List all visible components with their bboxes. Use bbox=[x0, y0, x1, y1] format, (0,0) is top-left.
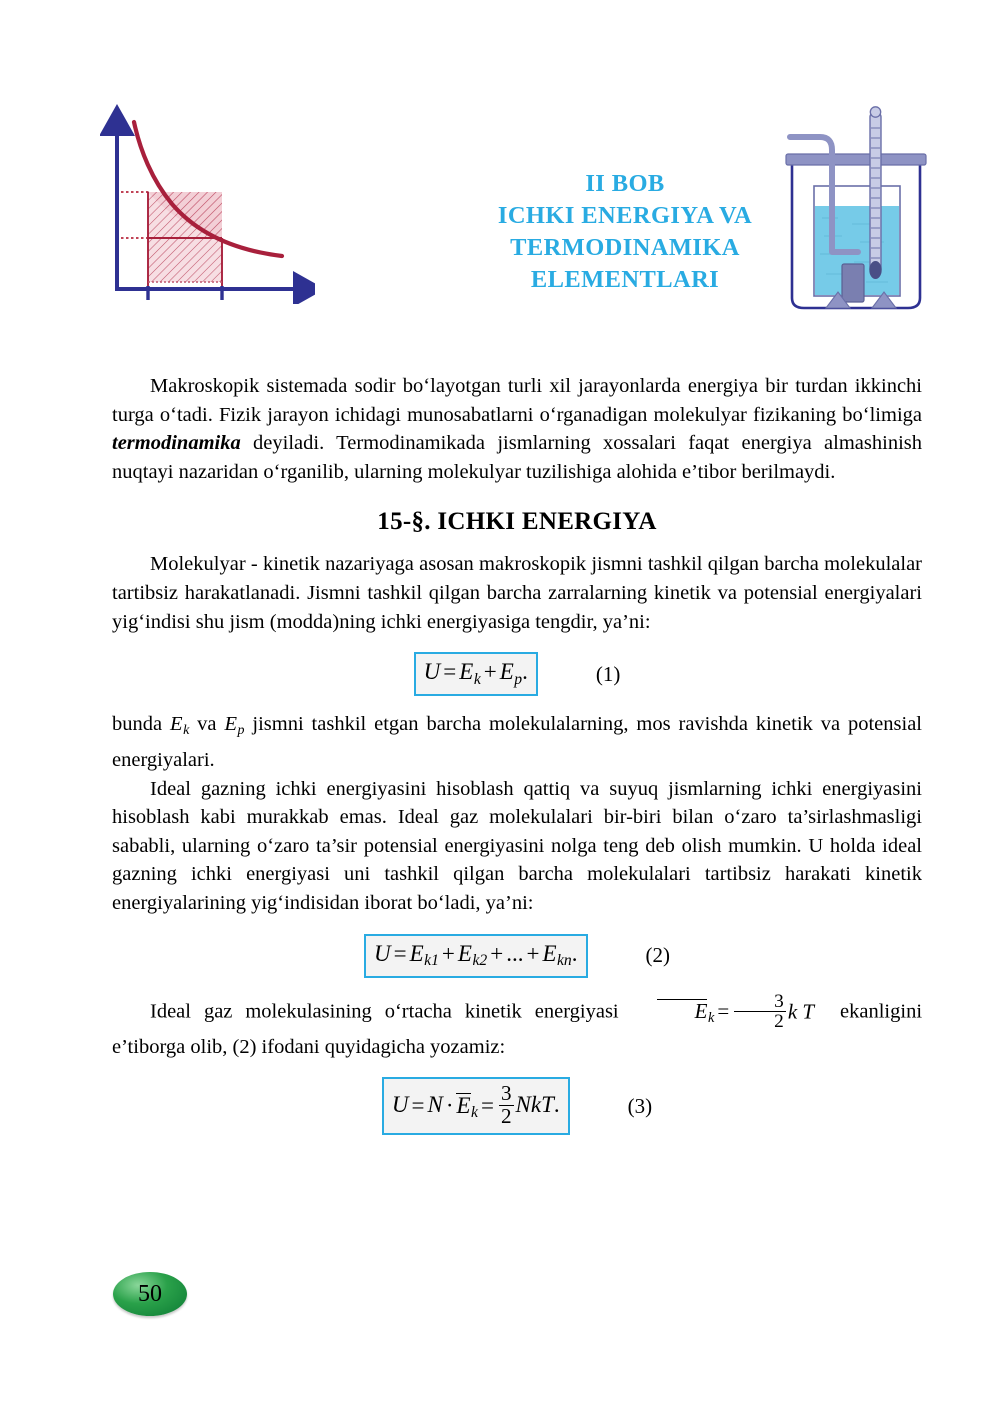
chapter-title-line-2: ICHKI ENERGIYA VA bbox=[497, 202, 753, 229]
eq3-lhs: U bbox=[391, 1092, 409, 1118]
eq2-sub3: kn bbox=[557, 952, 572, 970]
eq2-period: . bbox=[571, 940, 578, 966]
chapter-header bbox=[100, 96, 933, 332]
inline-ebar: E bbox=[657, 999, 708, 1022]
intro-paragraph bbox=[112, 372, 922, 486]
isotherm-graph-svg bbox=[100, 104, 315, 304]
eq2-equals: = bbox=[393, 940, 407, 966]
eq3-n: N bbox=[427, 1092, 443, 1118]
eq2-plus3: + bbox=[526, 940, 540, 966]
eq3-period: . bbox=[553, 1092, 560, 1118]
thermometer-top bbox=[870, 107, 880, 117]
eq2-plus1: + bbox=[441, 940, 455, 966]
p2-part-1: bunda bbox=[112, 713, 171, 736]
eq1-ek-base: E bbox=[459, 659, 474, 685]
symbol-ep-inline bbox=[224, 713, 245, 739]
eq3-equals-2: = bbox=[480, 1092, 494, 1118]
inline-k: k bbox=[787, 999, 798, 1024]
thermometer-bulb bbox=[869, 261, 881, 279]
eq2-lhs: U bbox=[374, 940, 391, 966]
thermometer bbox=[869, 107, 881, 279]
inline-frac-numerator: 3 bbox=[774, 990, 784, 1012]
symbol-ek-sub: k bbox=[183, 723, 190, 739]
eq3-ebar-sub: k bbox=[471, 1104, 478, 1122]
isotherm-graph-figure bbox=[100, 104, 315, 304]
page-number-badge bbox=[113, 1272, 187, 1316]
eq3-frac-numerator: 3 bbox=[500, 1081, 512, 1106]
symbol-ek-base: E bbox=[170, 713, 183, 736]
p4-part-1: Ideal gaz molekulasining o‘rtacha kinetik energiyasi bbox=[150, 1000, 619, 1023]
eq1-plus: + bbox=[483, 659, 497, 685]
inline-t: T bbox=[802, 999, 815, 1024]
inline-fraction bbox=[734, 992, 786, 1032]
symbol-ep-base: E bbox=[224, 713, 237, 736]
chapter-title-line-4: ELEMENTLARI bbox=[530, 266, 720, 293]
symbol-ek-inline bbox=[170, 713, 190, 739]
calorimeter-svg bbox=[780, 102, 935, 330]
intro-part-2: deyiladi. Termodinamikada jismlarning xossalari faqat energiya almashinish nuqtayi nazaridan o‘rganilib, ularning molekulyar tuzilishiga alohida e’tibor berilmaydi. bbox=[112, 432, 922, 483]
equation-2-box bbox=[364, 934, 588, 978]
eq2-e3: E bbox=[542, 940, 557, 966]
eq1-equals: = bbox=[443, 659, 457, 685]
equation-3-box bbox=[382, 1077, 570, 1134]
equation-1-tag: (1) bbox=[595, 661, 621, 686]
equation-2-tag: (2) bbox=[645, 943, 670, 968]
chapter-title-line-3: TERMODINAMIKA bbox=[510, 234, 740, 261]
eq1-period: . bbox=[522, 659, 528, 685]
symbol-ep-sub: p bbox=[237, 723, 245, 739]
equation-3-row bbox=[112, 1077, 922, 1134]
eq3-fraction bbox=[499, 1083, 514, 1127]
inline-equals: = bbox=[717, 999, 730, 1024]
intro-emphasis-termodinamika: termodinamika bbox=[112, 432, 241, 455]
eq3-ebar: E bbox=[456, 1092, 471, 1118]
intro-part-1: Makroskopik sistemada sodir bo‘layotgan turli xil jarayonlarda energiya bir turdan ikkinchi turga o‘tadi. Fizik jarayon ichidagi munosabatlarni o‘rganadigan molekulyar fizikaning bo‘limiga bbox=[112, 375, 922, 426]
eq1-ep-sub: p bbox=[514, 670, 523, 688]
section-paragraph-2 bbox=[112, 710, 922, 774]
p2-part-3: jismni tashkil etgan barcha molekulalarning, mos ravishda kinetik va potensial energiyalari. bbox=[112, 713, 922, 772]
chapter-title-line-1: II BOB bbox=[585, 170, 665, 197]
heater-block bbox=[842, 264, 864, 302]
section-heading: 15-§. ICHKI ENERGIYA bbox=[377, 508, 657, 536]
inline-frac-denominator: 2 bbox=[734, 1011, 786, 1032]
calorimeter-figure bbox=[780, 102, 935, 330]
eq3-frac-denominator: 2 bbox=[500, 1104, 512, 1129]
equation-1-row bbox=[112, 652, 922, 696]
page-number-label: 50 bbox=[138, 1280, 162, 1307]
equation-2-row bbox=[112, 934, 922, 978]
inline-ebar-sub: k bbox=[707, 1010, 715, 1027]
eq1-lhs: U bbox=[423, 659, 441, 685]
eq3-rhs: NkT bbox=[515, 1092, 554, 1118]
eq1-ep-base: E bbox=[499, 659, 514, 685]
eq3-equals-1: = bbox=[411, 1092, 425, 1118]
eq2-sub2: k2 bbox=[472, 952, 488, 970]
eq2-e2: E bbox=[457, 940, 472, 966]
equation-3-tag: (3) bbox=[627, 1093, 653, 1118]
eq2-e1: E bbox=[409, 940, 424, 966]
lid-bar bbox=[786, 154, 926, 165]
page-body bbox=[112, 372, 922, 1149]
eq2-ellipsis: ... bbox=[506, 940, 524, 966]
eq2-sub1: k1 bbox=[424, 952, 439, 970]
eq3-dot: · bbox=[445, 1092, 454, 1118]
eq1-ek-sub: k bbox=[473, 670, 481, 688]
section-paragraph-4 bbox=[112, 992, 922, 1062]
thermometer-stem bbox=[870, 112, 881, 274]
eq2-plus2: + bbox=[490, 940, 504, 966]
equation-1-box bbox=[414, 652, 538, 696]
inline-mean-energy-formula bbox=[619, 992, 814, 1033]
section-paragraph-3: Ideal gazning ichki energiyasini hisoblash qattiq va suyuq jismlarning ichki energiyasini hisoblash kabi murakkab emas. Ideal gaz molekulalari bir-biri bilan o‘zaro ta’sirlashmasligi sababli, ularning o‘zaro ta’sir potensial energiyasini nolga teng deb olish mumkin. U holda ideal gazning ichki energiyasi uni tashkil qilgan barcha molekulalari tartibsiz harakati kinetik energiyalarining yig‘indisidan iborat bo‘ladi, ya’ni: bbox=[112, 777, 922, 915]
section-paragraph-1: Molekulyar - kinetik nazariyaga asosan makroskopik jismni tashkil qilgan barcha molekulalar tartibsiz harakatlanadi. Jismni tashkil qilgan barcha zarralarning kinetik va potensial energiyalari yig‘indisi shu jism (modda)ning ichki energiyasiga tengdir, ya’ni: bbox=[112, 553, 922, 633]
p2-part-2: va bbox=[189, 713, 225, 736]
p4-part-2: ekanligini e’tiborga olib, (2) ifodani quyidagicha yozamiz: bbox=[112, 1000, 923, 1058]
